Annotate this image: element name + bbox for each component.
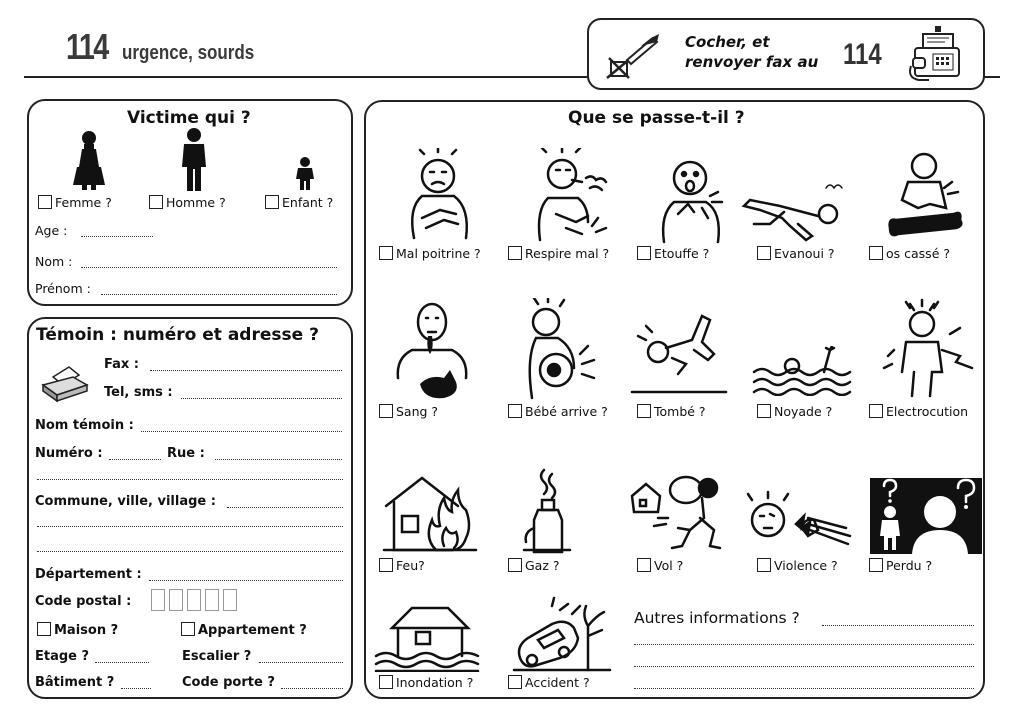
- checkbox[interactable]: [757, 246, 771, 260]
- fax-instruction-box: [587, 18, 985, 90]
- age-field[interactable]: [81, 236, 153, 237]
- incident-item[interactable]: [637, 558, 683, 573]
- incident-item[interactable]: [379, 675, 473, 690]
- incident-item[interactable]: [637, 404, 706, 419]
- postal-digit-box[interactable]: [169, 589, 183, 611]
- child-icon: [294, 157, 316, 191]
- firstname-field[interactable]: [101, 294, 337, 295]
- logo: [66, 26, 255, 68]
- incident-item[interactable]: [508, 675, 590, 690]
- checkbox[interactable]: [869, 558, 883, 572]
- chest-pain-icon: [400, 148, 480, 244]
- electrocution-icon: [880, 298, 976, 402]
- incident-item[interactable]: [757, 404, 832, 419]
- witness-panel: [27, 317, 353, 699]
- fax-label: Fax :: [104, 357, 140, 372]
- incident-item[interactable]: [869, 246, 950, 261]
- option-woman[interactable]: [38, 195, 112, 210]
- other-info-line-4[interactable]: [634, 688, 974, 689]
- name-field[interactable]: [81, 267, 337, 268]
- option-child-label: Enfant ?: [282, 195, 334, 210]
- department-field[interactable]: [149, 580, 343, 581]
- accident-icon: [512, 596, 612, 672]
- incident-item[interactable]: [508, 404, 608, 419]
- postal-digit-box[interactable]: [187, 589, 201, 611]
- broken-bone-icon: [884, 148, 964, 244]
- woman-icon: [69, 129, 109, 191]
- other-info-field[interactable]: [822, 625, 974, 626]
- incident-label: Etouffe ?: [654, 246, 710, 261]
- bleeding-icon: [390, 298, 476, 402]
- postal-digit-box[interactable]: [151, 589, 165, 611]
- fax-instruction: [685, 32, 818, 72]
- theft-icon: [628, 474, 728, 554]
- option-house[interactable]: [37, 622, 118, 638]
- checkbox[interactable]: [637, 558, 651, 572]
- checkbox[interactable]: [508, 675, 522, 689]
- checkbox[interactable]: [757, 404, 771, 418]
- logo-number: 114: [66, 26, 108, 67]
- checkbox[interactable]: [508, 404, 522, 418]
- witness-title: Témoin : numéro et adresse ?: [36, 325, 319, 345]
- name-label: Nom :: [35, 254, 73, 269]
- incident-label: Vol ?: [654, 558, 684, 573]
- postal-digit-box[interactable]: [205, 589, 219, 611]
- building-field[interactable]: [121, 688, 151, 689]
- street-field[interactable]: [215, 459, 342, 460]
- incident-title: Que se passe-t-il ?: [568, 108, 745, 128]
- other-info-label: Autres informations ?: [634, 609, 800, 627]
- postal-code-label: Code postal :: [35, 594, 132, 609]
- commune-field-line-3[interactable]: [37, 551, 343, 552]
- number-label: Numéro :: [35, 446, 103, 461]
- victim-title: Victime qui ?: [127, 108, 251, 128]
- check-pen-icon: [603, 30, 665, 82]
- incident-label: Gaz ?: [525, 558, 560, 573]
- checkbox[interactable]: [869, 404, 883, 418]
- department-label: Département :: [35, 567, 142, 582]
- checkbox[interactable]: [379, 404, 393, 418]
- incident-label: Evanoui ?: [774, 246, 835, 261]
- option-apartment[interactable]: [181, 622, 307, 638]
- victim-panel: [27, 99, 353, 306]
- checkbox[interactable]: [37, 622, 51, 636]
- checkbox[interactable]: [149, 195, 163, 209]
- other-info-line-3[interactable]: [634, 666, 974, 667]
- option-woman-label: Femme ?: [55, 195, 112, 210]
- incident-label: Sang ?: [396, 404, 439, 419]
- instruction-line-2: renvoyer fax au: [685, 53, 819, 71]
- incident-label: Perdu ?: [886, 558, 933, 573]
- flood-icon: [374, 602, 482, 672]
- incident-label: Mal poitrine ?: [396, 246, 481, 261]
- checkbox[interactable]: [508, 246, 522, 260]
- incident-panel: [364, 100, 985, 699]
- choking-icon: [652, 152, 732, 244]
- drowning-icon: [750, 346, 854, 396]
- number-field[interactable]: [109, 459, 161, 460]
- fax-number: 114: [843, 38, 882, 71]
- incident-item[interactable]: [508, 246, 609, 261]
- checkbox[interactable]: [38, 195, 52, 209]
- incident-label: Tombé ?: [654, 404, 706, 419]
- baby-arriving-icon: [518, 298, 606, 402]
- commune-field[interactable]: [227, 507, 343, 508]
- incident-label: Feu?: [396, 558, 425, 573]
- incident-label: Inondation ?: [396, 675, 474, 690]
- witness-name-field[interactable]: [141, 431, 342, 432]
- incident-label: os cassé ?: [886, 246, 950, 261]
- gas-icon: [522, 466, 572, 558]
- checkbox[interactable]: [637, 246, 651, 260]
- checkbox[interactable]: [869, 246, 883, 260]
- floor-field[interactable]: [95, 662, 149, 663]
- tel-label: Tel, sms :: [104, 385, 173, 400]
- tel-field[interactable]: [181, 398, 342, 399]
- fire-icon: [382, 458, 478, 554]
- lost-icon: [870, 478, 982, 554]
- violence-icon: [744, 488, 854, 554]
- age-label: Age :: [35, 223, 68, 238]
- option-man-label: Homme ?: [166, 195, 226, 210]
- incident-item[interactable]: [508, 558, 560, 573]
- fall-icon: [628, 308, 732, 398]
- incident-label: Violence ?: [774, 558, 838, 573]
- incident-item[interactable]: [757, 246, 835, 261]
- checkbox[interactable]: [637, 404, 651, 418]
- option-child[interactable]: [265, 195, 333, 210]
- logo-subtitle: urgence, sourds: [122, 42, 255, 64]
- incident-label: Electrocution: [886, 404, 969, 419]
- incident-item[interactable]: [757, 558, 838, 573]
- street-field-line-2[interactable]: [37, 479, 343, 480]
- door-code-field[interactable]: [281, 688, 343, 689]
- fax-machine-icon: [39, 363, 91, 405]
- breathing-difficulty-icon: [526, 148, 616, 244]
- incident-label: Bébé arrive ?: [525, 404, 608, 419]
- door-code-label: Code porte ?: [182, 675, 275, 690]
- instruction-line-1: Cocher, et: [685, 33, 770, 51]
- firstname-label: Prénom :: [35, 281, 91, 296]
- postal-digit-box[interactable]: [223, 589, 237, 611]
- fax-field[interactable]: [150, 370, 342, 371]
- incident-label: Accident ?: [525, 675, 590, 690]
- incident-item[interactable]: [379, 558, 425, 573]
- incident-item[interactable]: [379, 404, 438, 419]
- incident-item[interactable]: [869, 404, 968, 419]
- checkbox[interactable]: [379, 558, 393, 572]
- building-label: Bâtiment ?: [35, 675, 115, 690]
- floor-label: Etage ?: [35, 649, 90, 664]
- man-icon: [179, 127, 209, 193]
- incident-item[interactable]: [379, 246, 481, 261]
- option-house-label: Maison ?: [54, 623, 119, 638]
- commune-field-line-2[interactable]: [37, 526, 343, 527]
- stairs-label: Escalier ?: [182, 649, 252, 664]
- option-apartment-label: Appartement ?: [198, 623, 307, 638]
- incident-item[interactable]: [637, 246, 709, 261]
- option-man[interactable]: [149, 195, 226, 210]
- checkbox[interactable]: [508, 558, 522, 572]
- street-label: Rue :: [167, 446, 205, 461]
- other-info-line-2[interactable]: [634, 644, 974, 645]
- checkbox[interactable]: [379, 675, 393, 689]
- incident-item[interactable]: [869, 558, 932, 573]
- checkbox[interactable]: [379, 246, 393, 260]
- fainted-icon: [740, 180, 850, 246]
- fax-machine-icon: [905, 22, 969, 86]
- incident-label: Noyade ?: [774, 404, 833, 419]
- checkbox[interactable]: [757, 558, 771, 572]
- checkbox[interactable]: [181, 622, 195, 636]
- incident-label: Respire mal ?: [525, 246, 610, 261]
- commune-label: Commune, ville, village :: [35, 494, 216, 509]
- witness-name-label: Nom témoin :: [35, 418, 134, 433]
- stairs-field[interactable]: [259, 662, 343, 663]
- checkbox[interactable]: [265, 195, 279, 209]
